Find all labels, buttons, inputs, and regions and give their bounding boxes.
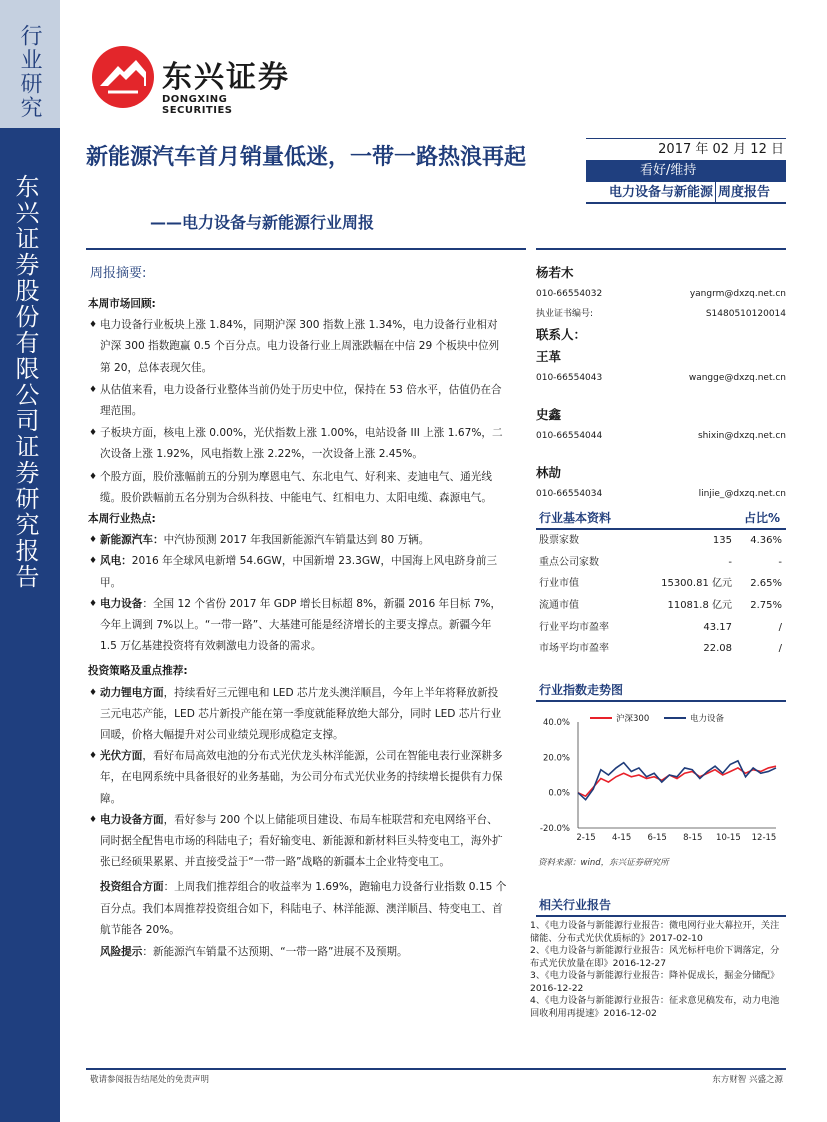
cert-label: 执业证书编号:	[536, 309, 594, 319]
divider	[536, 248, 786, 250]
table-cell-value: 15300.81 亿元	[661, 578, 732, 590]
y-tick-label: 0.0%	[548, 788, 570, 799]
item-key: 光伏方面	[100, 750, 143, 763]
index-trend-chart	[536, 706, 786, 854]
analyst-phone: 010-66554044	[536, 431, 603, 441]
x-tick-label: 6-15	[647, 833, 667, 843]
footer-disclaimer: 敬请参阅报告结尾处的免责声明	[90, 1075, 210, 1085]
table-row	[536, 595, 786, 617]
list-item	[88, 551, 508, 593]
related-reports-list	[530, 920, 788, 1020]
analyst-phone: 010-66554032	[536, 289, 603, 299]
item-key: 动力锂电方面	[100, 686, 164, 699]
analyst-contacts	[536, 262, 786, 504]
summary-body	[88, 294, 508, 963]
related-reports-heading: 相关行业报告	[536, 895, 786, 917]
portfolio-text: ：上周我们推荐组合的收益率为 1.69%，跑输电力设备行业指数 0.15 个百分点。我们本周推荐投资组合如下，科陆电子、林洋能源、澳洋顺昌、特变电工、首航节能各 20%。	[100, 881, 507, 936]
table-cell-pct: 4.36%	[750, 535, 782, 546]
item-text: ，看好参与 200 个以上储能项目建设、布局车桩联营和充电网络平台、同时据全配售电市场的科陆电子；看好输变电、新能源和新材料巨头特变电工，海外扩张已经硕果累累、并直接受益于“一带一路”战略的新疆本土企业特变电工。	[100, 813, 503, 869]
table-row	[536, 617, 786, 639]
item-text: ，看好布局高效电池的分布式光伏龙头林洋能源，公司在智能电表行业深耕多年，在电网系统中具备很好的业务基础，为公司分布式光伏业务的持续增长提供有力保障。	[100, 750, 503, 805]
analyst-contact-row	[536, 426, 786, 446]
list-item: ♦ 从估值来看，电力设备行业整体当前仍处于历史中位，保持在 53 倍水平，估值仍在合理范围。	[88, 380, 508, 422]
x-tick-label: 8-15	[683, 833, 703, 843]
cert-number: S1480510120014	[705, 309, 786, 319]
table-cell-label: 市场平均市盈率	[539, 643, 609, 655]
divider	[86, 1068, 786, 1070]
table-cell-pct: -	[778, 556, 782, 568]
report-title: 新能源汽车首月销量低迷，一带一路热浪再起	[86, 145, 527, 170]
analyst-email: wangge@dxzq.net.cn	[688, 373, 786, 383]
chart-source: 资料来源：wind，东兴证券研究所	[538, 858, 669, 868]
series-line	[578, 761, 776, 800]
list-item: ♦ 电力设备行业板块上涨 1.84%，同期沪深 300 指数上涨 1.34%，电力设备行业相对沪深 300 指数跑赢 0.5 个百分点。电力设备行业上周涨跌幅在中信 29 个板块中位列第 20，总体表现欠佳。	[88, 315, 508, 379]
list-item: 1、《电力设备与新能源行业报告：微电网行业大幕拉开，关注储能、分布式光伏优质标的》2017-02-10	[530, 920, 780, 944]
list-item	[88, 810, 508, 874]
list-item: ♦ 子板块方面，核电上涨 0.00%，光伏指数上涨 1.00%，电站设备 III 上涨 1.67%，二次设备上涨 1.92%，风电指数上涨 2.22%，一次设备上涨 2.45%。	[88, 423, 508, 465]
item-text: ：全国 12 个省份 2017 年 GDP 增长目标超 8%，新疆 2016 年目标 7%，今年上调到 7%以上。“一带一路”、大基建可能是经济增长的主要支撑点。新疆今年 1.5 万亿基建投资将有效刺激电力设备的需求。	[100, 597, 502, 653]
item-key: 电力设备	[100, 597, 143, 610]
analyst-email: yangrm@dxzq.net.cn	[689, 289, 786, 299]
list-item	[88, 683, 508, 747]
sidebar-category: 行业研究	[17, 24, 42, 120]
table-title: 行业基本资料	[539, 511, 612, 525]
cert-row	[536, 304, 786, 324]
portfolio-key: 投资组合方面	[100, 881, 164, 894]
item-text: 2016 年全球风电新增 54.6GW，中国新增 23.3GW，中国海上风电跻身前三甲。	[100, 555, 498, 589]
sidebar-company-band	[0, 128, 60, 1122]
table-row	[536, 530, 786, 552]
analyst-email: shixin@dxzq.net.cn	[697, 431, 786, 441]
list-item	[88, 746, 508, 810]
industry-data-table	[536, 508, 786, 660]
table-row	[536, 573, 786, 595]
x-tick-label: 12-15	[751, 833, 777, 843]
list-item	[88, 594, 508, 658]
market-review-heading: 本周市场回顾:	[88, 298, 156, 310]
item-text: 中汽协预测 2017 年我国新能源汽车销量达到 80 万辆。	[163, 534, 430, 547]
table-cell-value: -	[728, 556, 732, 568]
risk-text: ：新能源汽车销量不达预期、“一带一路”进展不及预期。	[142, 946, 408, 959]
industry-tag: 电力设备与新能源	[586, 182, 716, 202]
table-cell-pct: /	[778, 643, 782, 655]
table-row	[536, 638, 786, 660]
report-tags	[586, 182, 786, 204]
analyst-name: 杨若木	[536, 265, 574, 280]
analyst-name: 林劼	[536, 465, 562, 480]
table-row	[536, 552, 786, 574]
sidebar-category-band	[0, 0, 60, 128]
table-cell-label: 流通市值	[539, 600, 579, 612]
table-cell-value: 11081.8 亿元	[667, 600, 732, 612]
y-tick-label: 20.0%	[542, 753, 570, 764]
item-key: 风电：	[100, 555, 132, 568]
y-tick-label: 40.0%	[542, 718, 570, 728]
x-tick-label: 4-15	[611, 833, 632, 843]
industry-hot-heading: 本周行业热点:	[88, 513, 156, 526]
divider	[86, 248, 526, 250]
strategy-heading: 投资策略及重点推荐:	[88, 665, 188, 678]
list-item: 3、《电力设备与新能源行业报告：降补促成长，掘金分储配》2016-12-22	[530, 970, 780, 994]
analyst-contact-row	[536, 368, 786, 388]
logo-text-en: DONGXING SECURITIES	[162, 94, 233, 116]
table-cell-value: 22.08	[703, 643, 732, 655]
analyst-contact-row	[536, 284, 786, 304]
list-item: 2、《电力设备与新能源行业报告：风光标杆电价下调落定，分布式光伏放量在即》2016-12-27	[530, 945, 780, 969]
company-logo	[90, 44, 300, 114]
portfolio-paragraph	[88, 877, 508, 941]
logo-text-cn: 东兴证券	[162, 60, 290, 95]
item-key: 电力设备方面	[100, 813, 164, 826]
analyst-contact-row	[536, 484, 786, 504]
rating-badge: 看好/维持	[586, 160, 786, 182]
chart-heading: 行业指数走势图	[536, 680, 786, 702]
contacts-label: 联系人：	[536, 327, 587, 342]
table-col-pct: 占比%	[743, 511, 780, 525]
analyst-name: 王革	[536, 349, 562, 364]
series-line	[578, 766, 776, 796]
footer-slogan: 东方财智 兴盛之源	[712, 1075, 783, 1085]
table-header	[536, 508, 786, 530]
list-item: 4、《电力设备与新能源行业报告：征求意见稿发布，动力电池回收利用再提速》2016-12-02	[530, 995, 780, 1019]
table-cell-label: 重点公司家数	[539, 556, 599, 568]
risk-key: 风险提示	[100, 946, 143, 959]
x-tick-label: 2-15	[576, 833, 596, 843]
analyst-phone: 010-66554034	[536, 489, 603, 499]
report-type-tag: 周度报告	[718, 185, 771, 200]
table-cell-pct: 2.75%	[750, 600, 782, 612]
table-cell-label: 行业平均市盈率	[539, 621, 609, 633]
report-subtitle: ——电力设备与新能源行业周报	[150, 213, 375, 232]
sidebar-company-report: 东兴证券股份有限公司证券研究报告	[11, 174, 39, 590]
report-date: 2017 年 02 月 12 日	[586, 138, 786, 160]
item-text: ，持续看好三元锂电和 LED 芯片龙头澳洋顺昌，今年上半年将释放新投三元电芯产能，LED 芯片新投产能在第一季度就能释放绝大部分，同时 LED 芯片行业回暖，价格大幅提升对公司业绩兑现形成稳定支撑。	[100, 686, 502, 742]
table-cell-pct: 2.65%	[750, 578, 782, 590]
y-tick-label: -20.0%	[539, 824, 570, 834]
table-cell-label: 股票家数	[539, 535, 579, 546]
risk-paragraph	[88, 942, 508, 963]
list-item: ♦ 个股方面，股价涨幅前五的分别为摩恩电气、东北电气、好利来、麦迪电气、通光线缆。股价跌幅前五名分别为合纵科技、中能电气、红相电力、太阳电缆、森源电气。	[88, 467, 508, 509]
report-meta-box	[586, 138, 786, 204]
table-cell-value: 43.17	[703, 621, 732, 633]
summary-heading: 周报摘要:	[90, 266, 147, 281]
table-cell-pct: /	[778, 621, 782, 633]
x-tick-label: 10-15	[716, 833, 741, 843]
table-cell-label: 行业市值	[539, 578, 579, 590]
list-item	[88, 530, 508, 551]
analyst-email: linjie_@dxzq.net.cn	[698, 489, 786, 499]
table-cell-value: 135	[712, 535, 732, 546]
legend-label: 电力设备	[690, 714, 725, 724]
analyst-phone: 010-66554043	[536, 373, 603, 383]
logo-emblem-icon	[90, 44, 156, 110]
analyst-name: 史鑫	[536, 407, 562, 422]
item-key: 新能源汽车：	[100, 534, 164, 547]
legend-label: 沪深300	[616, 714, 650, 724]
